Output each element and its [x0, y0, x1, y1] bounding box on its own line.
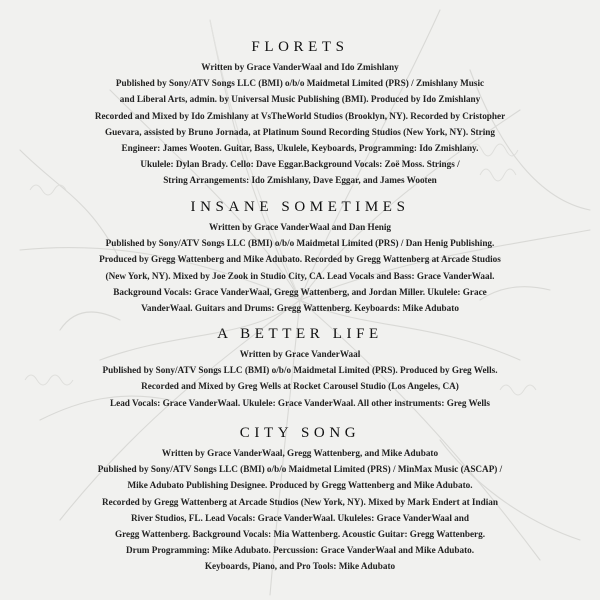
- credit-line: Keyboards, Piano, and Pro Tools: Mike Adubato: [204, 561, 396, 572]
- credit-line: Published by Sony/ATV Songs LLC (BMI) o/b/o Maidmetal Limited (PRS) / MinMax Music (ASCAP) /: [97, 464, 503, 475]
- credit-line: Written by Grace VanderWaal, Gregg Wattenberg, and Mike Adubato: [161, 448, 439, 458]
- credit-line: VanderWaal. Guitars and Drums: Gregg Wattenberg. Keyboards: Mike Adubato: [141, 303, 459, 314]
- credits-section-city-song: [20, 424, 580, 575]
- credit-line: Published by Sony/ATV Songs LLC (BMI) o/b/o Maidmetal Limited (PRS). Produced by Greg Wells.: [102, 365, 498, 376]
- credits-section-insane-sometimes: [20, 198, 580, 316]
- song-title: INSANE SOMETIMES: [190, 199, 410, 215]
- credit-line: Guevara, assisted by Bruno Jornada, at Platinum Sound Recording Studios (New York, NY). String: [105, 126, 495, 137]
- credit-line: Written by Grace VanderWaal and Dan Henig: [208, 222, 392, 232]
- credit-line: Gregg Wattenberg. Background Vocals: Mia Wattenberg. Acoustic Guitar: Gregg Wattenberg.: [114, 529, 486, 540]
- credit-line: Ukulele: Dylan Brady. Cello: Dave Eggar.Background Vocals: Zoë Moss. Strings /: [140, 159, 460, 170]
- credit-line: Background Vocals: Grace VanderWaal, Gregg Wattenberg, and Jordan Miller. Ukulele: Grace: [113, 286, 487, 297]
- credit-line: Drum Programming: Mike Adubato. Percussion: Grace VanderWaal and Mike Adubato.: [125, 545, 475, 556]
- credit-line: Recorded and Mixed by Greg Wells at Rocket Carousel Studio (Los Angeles, CA): [141, 381, 459, 392]
- song-title: CITY SONG: [239, 425, 361, 441]
- credit-line: Lead Vocals: Grace VanderWaal. Ukulele: Grace VanderWaal. All other instruments: Greg Wells: [110, 397, 490, 408]
- credit-line: Published by Sony/ATV Songs LLC (BMI) o/b/o Maidmetal Limited (PRS) / Dan Henig Publishing.: [105, 238, 495, 249]
- credit-line: and Liberal Arts, admin. by Universal Music Publishing (BMI). Produced by Ido Zmishlany: [119, 94, 481, 105]
- credit-line: String Arrangements: Ido Zmishlany, Dave Eggar, and James Wooten: [163, 175, 437, 186]
- credit-line: Mike Adubato Publishing Designee. Produced by Gregg Wattenberg and Mike Adubato.: [127, 480, 473, 491]
- credit-line: Recorded and Mixed by Ido Zmishlany at VsTheWorld Studios (Brooklyn, NY). Recorded by Cristopher: [94, 110, 506, 121]
- credit-line: Engineer: James Wooten. Guitar, Bass, Ukulele, Keyboards, Programming: Ido Zmishlany.: [121, 143, 479, 154]
- credit-line: (New York, NY). Mixed by Joe Zook in Studio City, CA. Lead Vocals and Bass: Grace VanderWaal.: [105, 270, 495, 281]
- credit-line: Published by Sony/ATV Songs LLC (BMI) o/b/o Maidmetal Limited (PRS) / Zmishlany Music: [115, 78, 485, 89]
- credit-line: Produced by Gregg Wattenberg and Mike Adubato. Recorded by Gregg Wattenberg at Arcade Studios: [99, 254, 501, 265]
- song-title: A BETTER LIFE: [217, 326, 383, 342]
- credit-line: Written by Grace VanderWaal: [239, 349, 361, 359]
- song-title: FLORETS: [251, 39, 349, 55]
- credits-section-a-better-life: [20, 325, 580, 411]
- credit-line: Recorded by Gregg Wattenberg at Arcade Studios (New York, NY). Mixed by Mark Endert at Indian: [102, 496, 498, 507]
- credits-section-florets: [20, 38, 580, 189]
- credit-line: River Studios, FL. Lead Vocals: Grace VanderWaal. Ukuleles: Grace VanderWaal and: [130, 512, 469, 523]
- credit-line: Written by Grace VanderWaal and Ido Zmishlany: [201, 62, 399, 72]
